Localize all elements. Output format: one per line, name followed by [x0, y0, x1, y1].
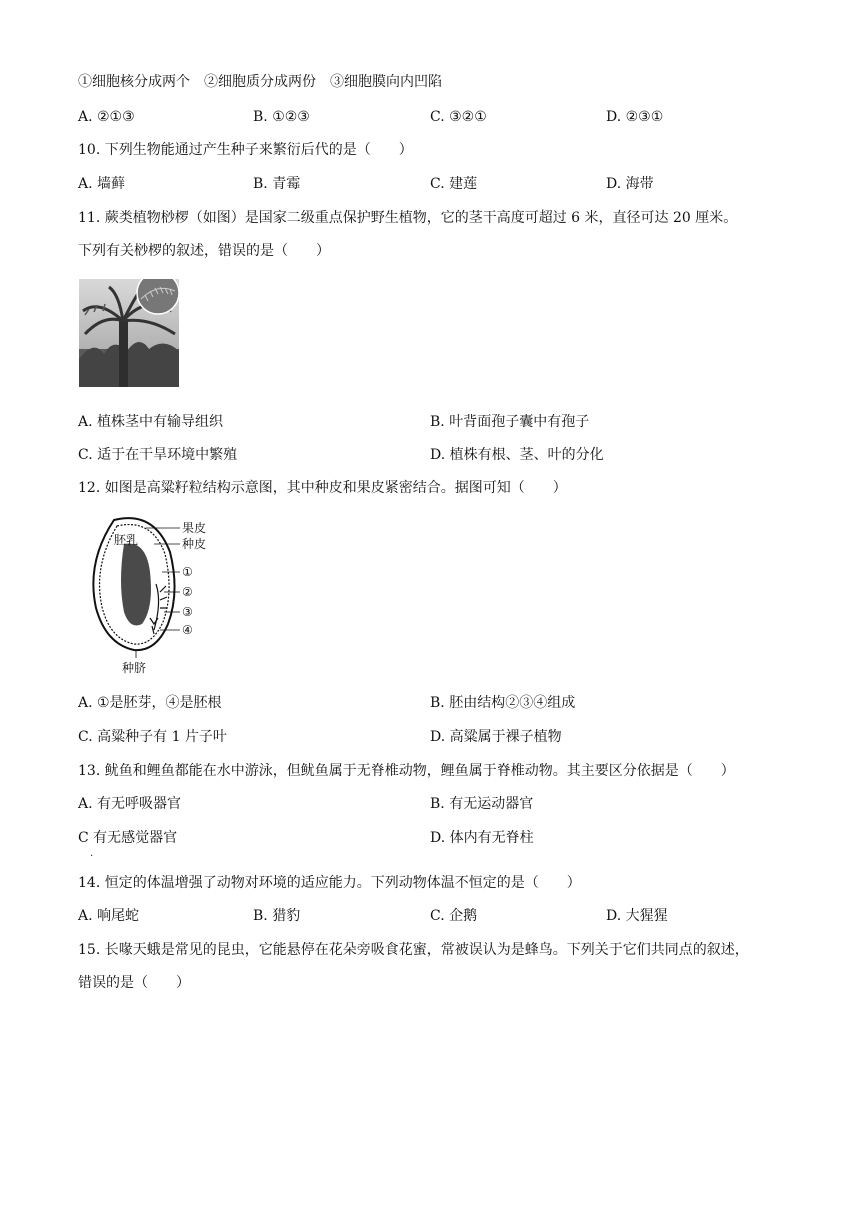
q10-option-b: B. 青霉 [253, 176, 301, 192]
label-3: ③ [182, 605, 193, 619]
q11-option-b: B. 叶背面孢子囊中有孢子 [430, 414, 590, 430]
q13-option-d: D. 体内有无脊柱 [430, 830, 534, 846]
q9-option-b: B. ①②③ [253, 109, 310, 125]
q14-option-b: B. 猎豹 [253, 908, 301, 924]
label-endosperm: 胚乳 [114, 533, 139, 547]
label-4: ④ [182, 623, 193, 637]
q15-stem-line1: 15. 长喙天蛾是常见的昆虫，它能悬停在花朵旁吸食花蜜，常被误认为是蜂鸟。下列关于它们共同点的叙述， [78, 942, 749, 958]
q12-option-b: B. 胚由结构②③④组成 [430, 695, 576, 711]
q10-option-c: C. 建莲 [430, 176, 478, 192]
q9-option-d: D. ②③① [606, 109, 664, 125]
sorghum-grain-diagram [84, 512, 224, 677]
q10-stem: 10. 下列生物能通过产生种子来繁衍后代的是（ ） [78, 142, 413, 158]
q10-option-d: D. 海带 [606, 176, 654, 192]
q9-option-c: C. ③②① [430, 109, 487, 125]
q11-stem-line2: 下列有关桫椤的叙述，错误的是（ ） [78, 243, 330, 259]
q9-statements: ①细胞核分成两个 ②细胞质分成两份 ③细胞膜向内凹陷 [78, 74, 442, 90]
q14-option-c: C. 企鹅 [430, 908, 478, 924]
q15-stem-line2: 错误的是（ ） [78, 975, 190, 991]
label-seed-coat: 种皮 [182, 537, 207, 551]
label-pericarp: 果皮 [182, 521, 207, 535]
q11-option-d: D. 植株有根、茎、叶的分化 [430, 447, 604, 463]
q13-stem: 13. 鱿鱼和鲤鱼都能在水中游泳，但鱿鱼属于无脊椎动物，鲤鱼属于脊椎动物。其主要区分依据是（ ） [78, 763, 735, 779]
label-1: ① [182, 565, 193, 579]
label-hilum: 种脐 [122, 661, 147, 675]
q12-option-c: C. 高粱种子有 1 片子叶 [78, 729, 227, 745]
q12-stem: 12. 如图是高粱籽粒结构示意图，其中种皮和果皮紧密结合。据图可知（ ） [78, 480, 567, 496]
q12-option-d: D. 高粱属于裸子植物 [430, 729, 562, 745]
tree-fern-photo [79, 279, 179, 393]
q13-option-b: B. 有无运动器官 [430, 796, 534, 812]
stray-dot: . [90, 848, 94, 859]
q11-stem-line1: 11. 蕨类植物桫椤（如图）是国家二级重点保护野生植物，它的茎干高度可超过 6 米，直径可达 20 厘米。 [78, 210, 738, 226]
q12-option-a: A. ①是胚芽，④是胚根 [78, 695, 222, 711]
q13-option-c: C 有无感觉器官 [78, 830, 178, 846]
label-2: ② [182, 585, 193, 599]
q10-option-a: A. 墙藓 [78, 176, 126, 192]
q11-option-c: C. 适于在干旱环境中繁殖 [78, 447, 238, 463]
q13-option-a: A. 有无呼吸器官 [78, 796, 182, 812]
q14-stem: 14. 恒定的体温增强了动物对环境的适应能力。下列动物体温不恒定的是（ ） [78, 875, 581, 891]
q14-option-d: D. 大猩猩 [606, 908, 668, 924]
q11-option-a: A. 植株茎中有输导组织 [78, 414, 224, 430]
q9-option-a: A. ②①③ [78, 109, 135, 125]
q14-option-a: A. 响尾蛇 [78, 908, 140, 924]
